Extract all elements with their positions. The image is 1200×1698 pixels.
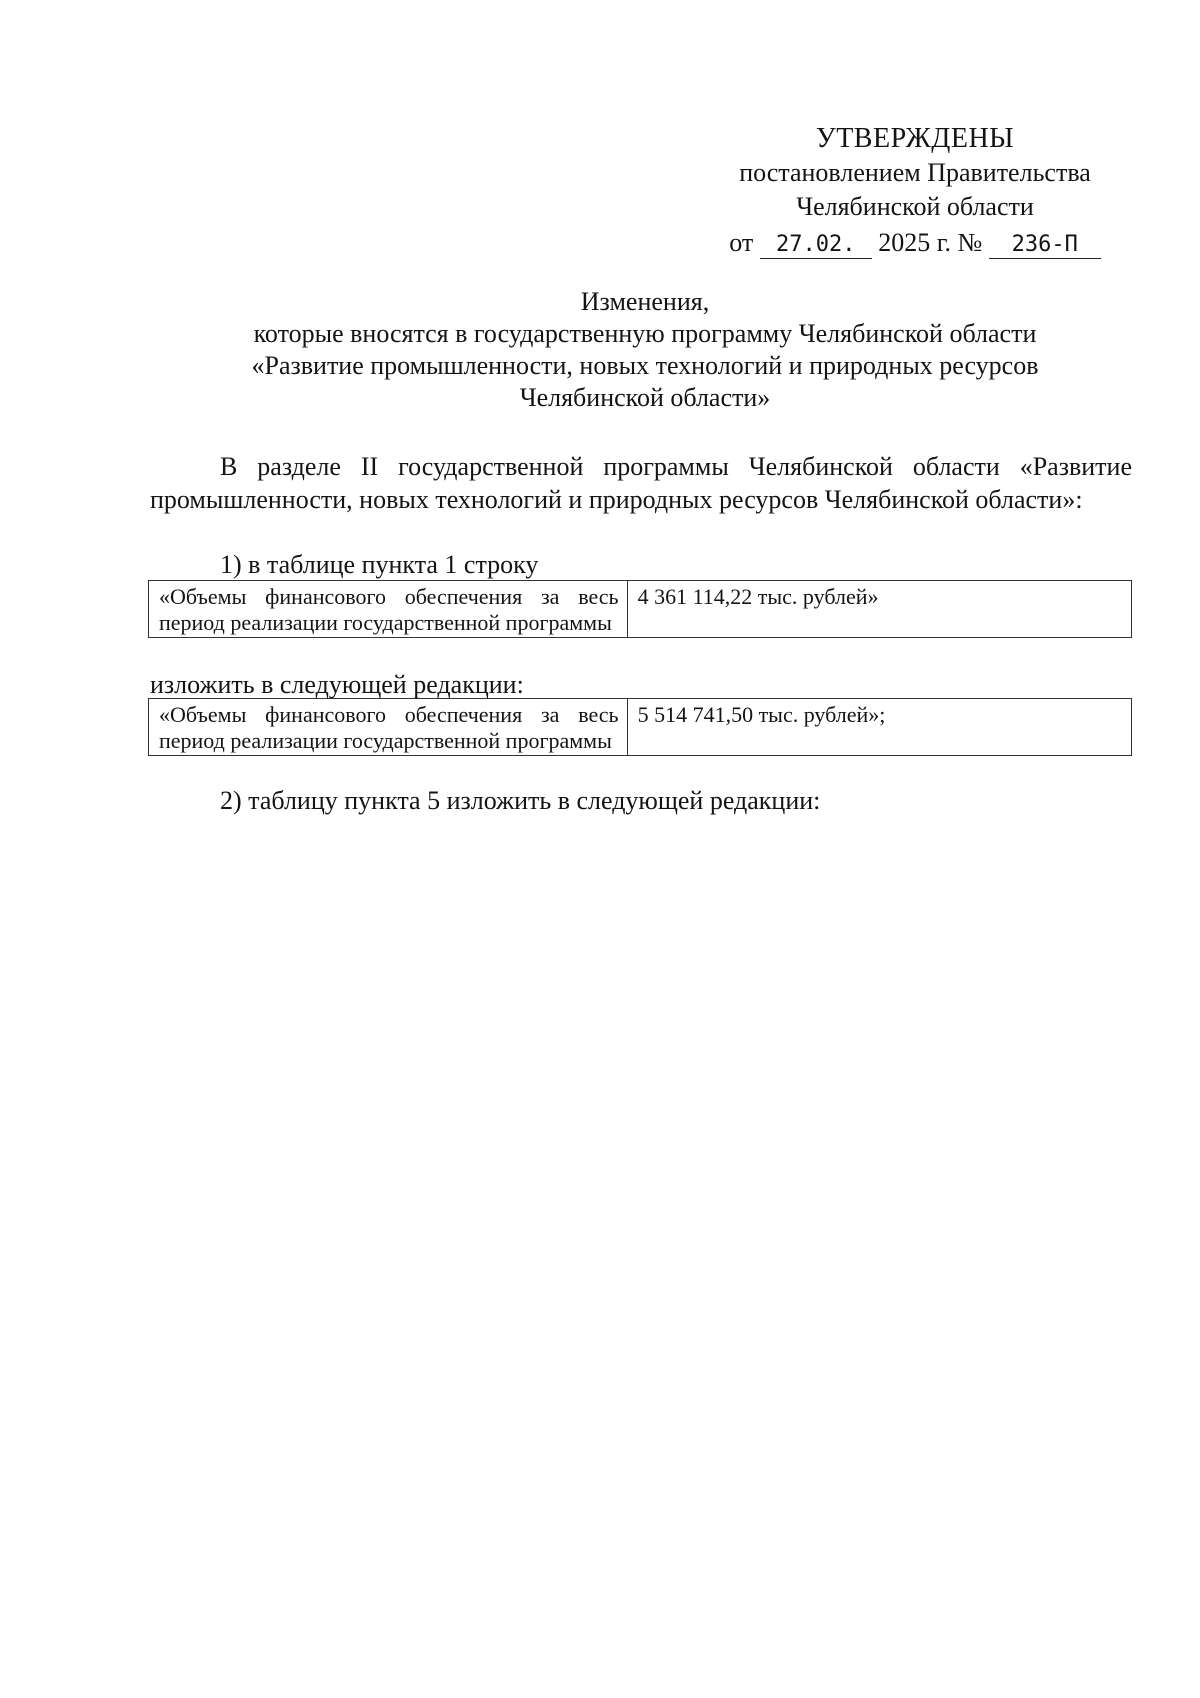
approval-date-prefix: от <box>729 228 754 257</box>
heading-line-2: которые вносятся в государственную программу Челябинской области <box>253 319 1037 348</box>
table-cell-label: «Объемы финансового обеспечения за весь период реализации государственной программы <box>149 699 628 756</box>
approval-date-line <box>700 226 1130 260</box>
approval-title: УТВЕРЖДЕНЫ <box>815 123 1015 154</box>
document-heading <box>150 286 1140 414</box>
heading-line-4: Челябинской области» <box>519 383 771 412</box>
approval-year-text: 2025 г. № <box>878 228 983 257</box>
table-cell-value: 4 361 114,22 тыс. рублей» <box>627 581 1131 638</box>
table-row <box>149 699 1132 756</box>
table-cell-value: 5 514 741,50 тыс. рублей»; <box>627 699 1131 756</box>
table-cell-label: «Объемы финансового обеспечения за весь период реализации государственной программы <box>149 581 628 638</box>
approval-issuer-line: постановлением Правительства <box>739 158 1091 187</box>
intro-paragraph: В разделе II государственной программы Челябинской области «Развитие промышленности, новых технологий и природных ресурсов Челябинской области»: <box>150 452 1132 514</box>
item-1-after-text: изложить в следующей редакции: <box>150 670 524 699</box>
approval-number-field: 236-П <box>989 232 1101 259</box>
heading-line-3: «Развитие промышленности, новых технологий и природных ресурсов <box>251 351 1039 380</box>
item-1-text: 1) в таблице пункта 1 строку <box>220 550 539 579</box>
approval-region-line: Челябинской области <box>796 192 1034 221</box>
table-current-row <box>148 580 1132 638</box>
item-2-text: 2) таблицу пункта 5 изложить в следующей редакции: <box>220 786 821 815</box>
table-row <box>149 581 1132 638</box>
approval-block <box>700 122 1130 260</box>
heading-title: Изменения, <box>580 287 710 316</box>
table-new-row <box>148 698 1132 756</box>
approval-date-field: 27.02. <box>760 232 872 259</box>
